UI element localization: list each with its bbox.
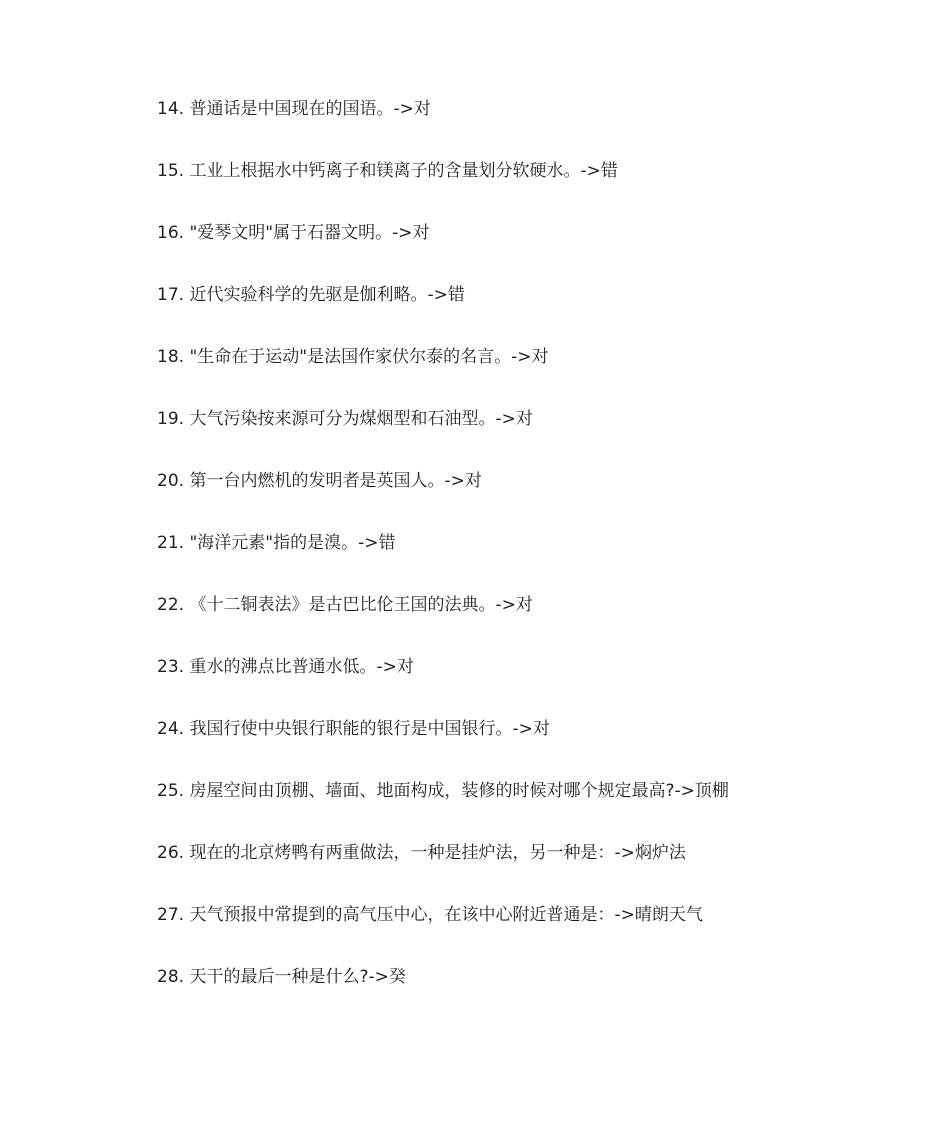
list-item: 26. 现在的北京烤鸭有两重做法，一种是挂炉法，另一种是：->焖炉法 (157, 843, 686, 863)
list-item: 23. 重水的沸点比普通水低。->对 (157, 657, 414, 677)
list-item: 25. 房屋空间由顶棚、墙面、地面构成，装修的时候对哪个规定最高?->顶棚 (157, 781, 729, 801)
list-item: 22. 《十二铜表法》是古巴比伦王国的法典。->对 (157, 595, 533, 615)
list-item: 18. "生命在于运动"是法国作家伏尔泰的名言。->对 (157, 347, 549, 367)
list-item: 20. 第一台内燃机的发明者是英国人。->对 (157, 471, 482, 491)
list-item: 21. "海洋元素"指的是溴。->错 (157, 533, 396, 553)
list-item: 27. 天气预报中常提到的高气压中心，在该中心附近普通是：->晴朗天气 (157, 905, 703, 925)
list-item: 19. 大气污染按来源可分为煤烟型和石油型。->对 (157, 409, 533, 429)
list-item: 15. 工业上根据水中钙离子和镁离子的含量划分软硬水。->错 (157, 161, 618, 181)
quiz-list (157, 96, 917, 1026)
list-item: 28. 天干的最后一种是什么?->癸 (157, 967, 406, 987)
list-item: 16. "爱琴文明"属于石器文明。->对 (157, 223, 430, 243)
list-item: 24. 我国行使中央银行职能的银行是中国银行。->对 (157, 719, 550, 739)
list-item: 17. 近代实验科学的先驱是伽利略。->错 (157, 285, 465, 305)
list-item: 14. 普通话是中国现在的国语。->对 (157, 99, 431, 119)
